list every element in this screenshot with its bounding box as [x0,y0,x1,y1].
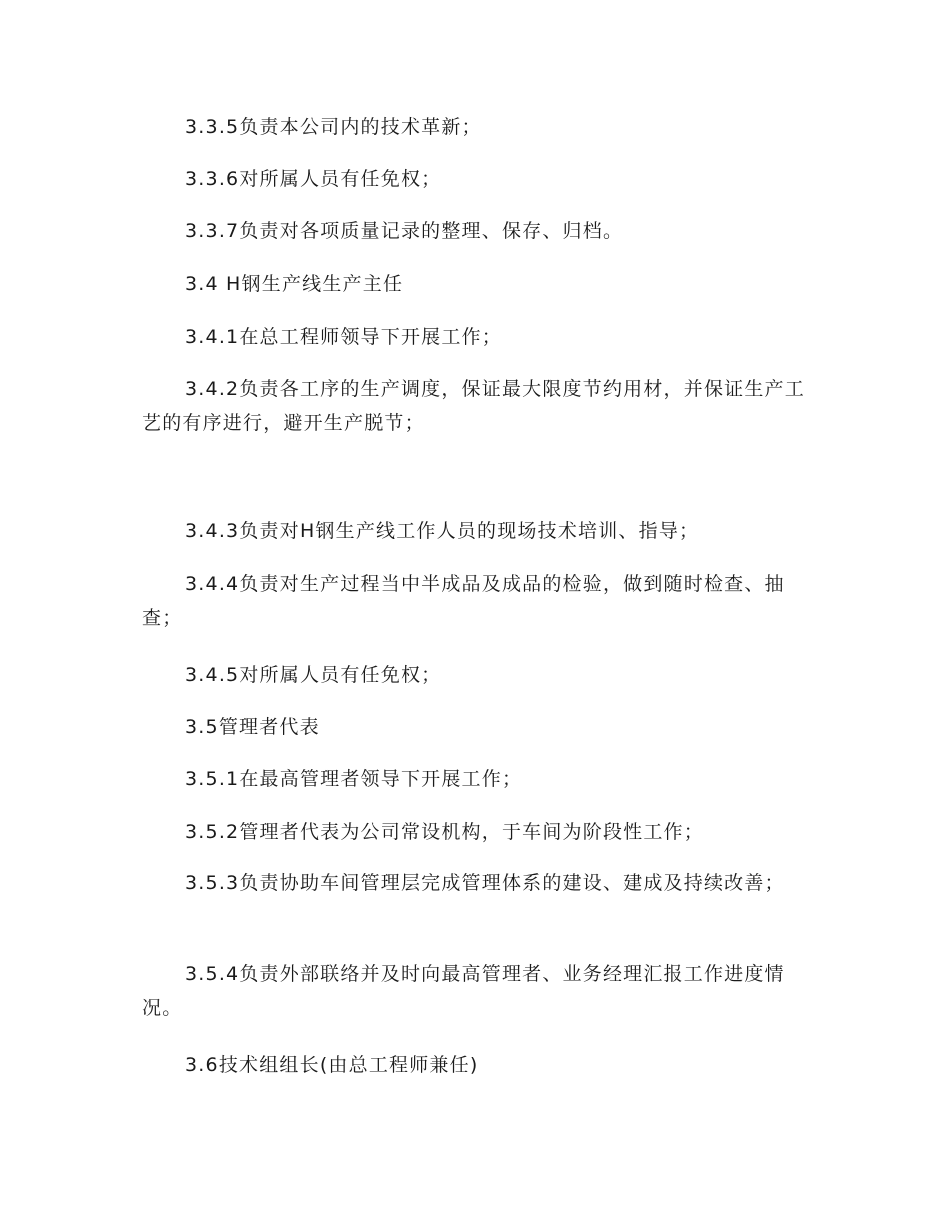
paragraph-3-4-1: 3.4.1在总工程师领导下开展工作； [185,326,502,348]
paragraph-3-3-5: 3.3.5负责本公司内的技术革新； [185,116,482,138]
heading-3-6: 3.6技术组组长(由总工程师兼任) [185,1054,479,1076]
paragraph-3-5-2: 3.5.2管理者代表为公司常设机构，于车间为阶段性工作； [185,821,704,843]
paragraph-3-5-4: 3.5.4负责外部联络并及时向最高管理者、业务经理汇报工作进度情况。 [142,963,785,1019]
heading-3-4: 3.4 H钢生产线生产主任 [185,273,404,295]
paragraph-3-4-4: 3.4.4负责对生产过程当中半成品及成品的检验，做到随时检查、抽查； [142,573,785,629]
paragraph-3-5-3: 3.5.3负责协助车间管理层完成管理体系的建设、建成及持续改善； [185,872,785,894]
paragraph-3-5-1: 3.5.1在最高管理者领导下开展工作； [185,768,523,790]
paragraph-3-4-2: 3.4.2负责各工序的生产调度，保证最大限度节约用材，并保证生产工艺的有序进行，避开生产脱节； [142,378,805,434]
heading-3-5: 3.5管理者代表 [185,716,320,738]
paragraph-3-4-3: 3.4.3负责对H钢生产线工作人员的现场技术培训、指导； [185,520,700,542]
paragraph-3-3-7: 3.3.7负责对各项质量记录的整理、保存、归档。 [185,220,624,242]
paragraph-3-3-6: 3.3.6对所属人员有任免权； [185,168,442,190]
paragraph-3-4-5: 3.4.5对所属人员有任免权； [185,664,442,686]
